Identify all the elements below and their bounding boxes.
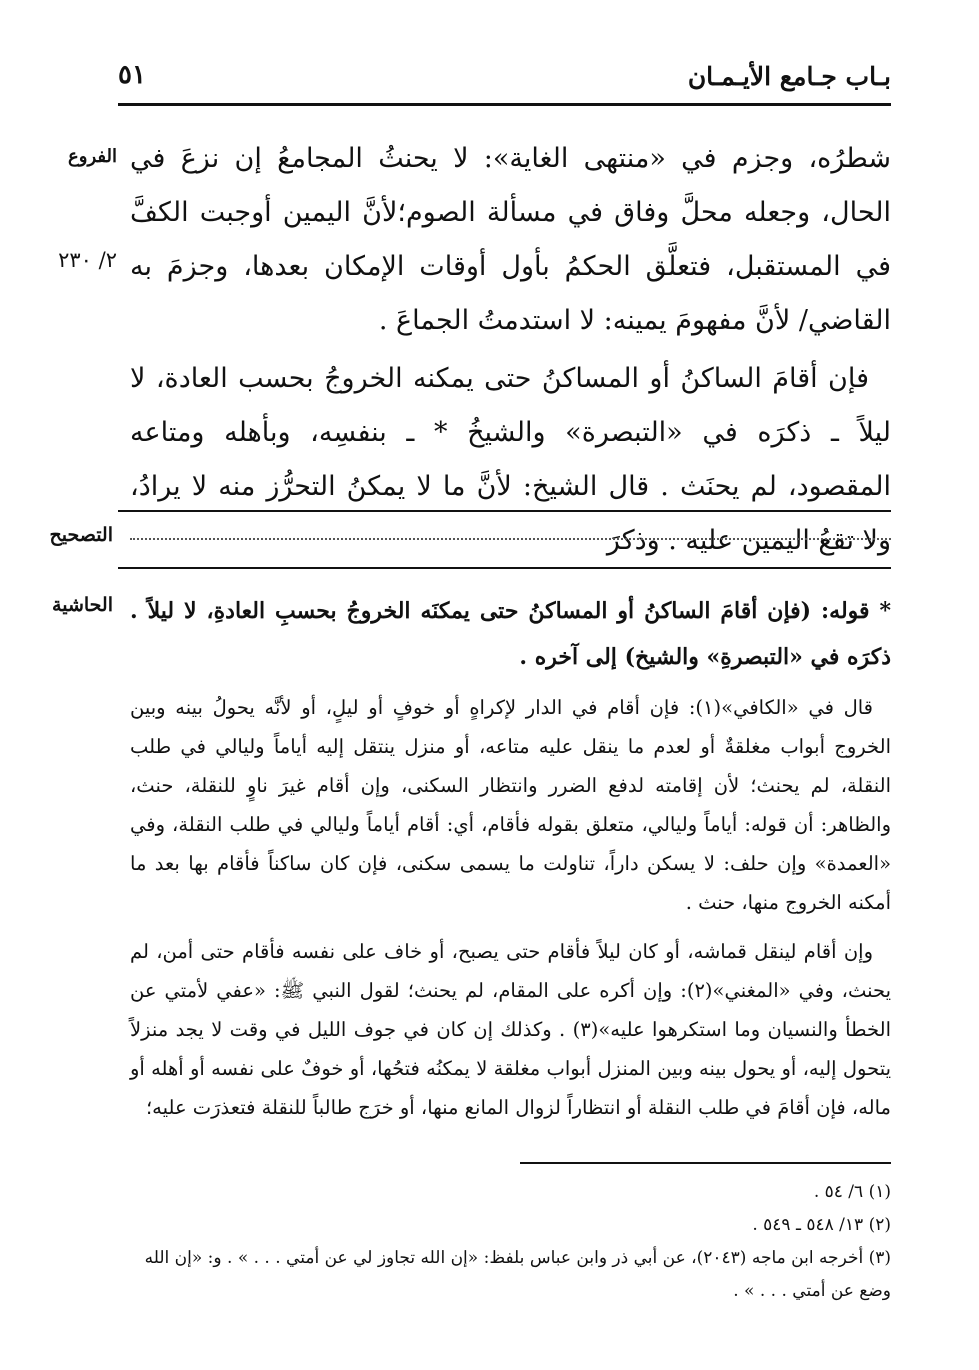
margin-label-furu: الفروع (68, 146, 117, 167)
commentary-paragraph: وإن أقام لينقل قماشه، أو كان ليلاً فأقام حتى يصبح، أو خاف على نفسه فأقام حتى أمن، لم يحنث، وفي «المغني»(٢): وإن أكره على المقام، لم يحنث؛ لقول النبي ﷺ: «عفي لأمتي عن الخطأ والنسيان وما استكرهوا عليه»(٣) . وكذلك إن كان في جوف الليل في وقت لا يجد منزلاً يتحول إليه، أو يحول بينه وبين المنزل أبواب مغلقة لا يمكنُه فتحُها، أو خوفٌ على نفسه أو أهله أو ماله، فإن أقامَ في طلب النقلة أو انتظاراً لزوال المانع منها، أو خرَج طالباً للنقلة فتعذرَت عليه؛ (130, 940, 892, 1119)
commentary-heading: * قوله: (فإن أقامَ الساكنُ أو المساكنُ حتى يمكنَه الخروجُ بحسبِ العادةِ، لا ليلاً . ذكرَه في «التبصرةِ» والشيخ) إلى آخره . (130, 598, 891, 670)
page-number: ٥١ (118, 60, 146, 90)
main-paragraph: فإن أقامَ الساكنُ أو المساكنُ حتى يمكنه الخروجُ بحسب العادة، لا ليلاً ـ ذكرَه في «التبصرة» والشيخُ * ـ بنفسِه، وبأهله ومتاعه المقصود، لم يحنَث . قال الشيخ: لأنَّ ما لا يمكنُ التحرُّز منه لا يرادُ، ولا تقعُ اليمين عليه . وذكرَ (130, 363, 891, 556)
margin-label-hashiya: الحاشية (52, 594, 113, 616)
main-text (130, 132, 891, 568)
header-divider (118, 103, 891, 106)
commentary-text (130, 688, 891, 1127)
tashih-dotted-line (130, 538, 891, 540)
footnote: (٢) ١٣/ ٥٤٨ ـ ٥٤٩ . (752, 1215, 891, 1235)
commentary-paragraph: قال في «الكافي»(١): فإن أقام في الدار لإكراهٍ أو خوفٍ أو ليلٍ، أو لأنَّه يحولُ بينه وبين الخروج أبواب مغلقةٌ أو لعدم ما ينقل عليه متاعه، أو منزل ينتقل إليه أياماً وليالي في طلب النقلة، لم يحنث؛ لأن إقامته لدفع الضرر وانتظار السكنى، وإن أقام غيرَ ناوٍ للنقلة، حنث، والظاهر: أن قوله: أياماً وليالي، متعلق بقوله فأقام، أي: أقام أياماً وليالي في طلب النقلة، وفي «العمدة» وإن حلف: لا يسكن داراً، تناولت ما يسمى سكنى، فإن كان ساكناً فأقام بها بعد ما أمكنه الخروج منها، حنث . (130, 696, 891, 914)
hashiya-divider (118, 567, 891, 569)
footnote: (١) ٦/ ٥٤ . (813, 1182, 891, 1202)
footnote: (٣) أخرجه ابن ماجه (٢٠٤٣)، عن أبي ذر وابن عباس بلفظ: «إن الله تجاوز لي عن أمتي . . . » . و: «إن الله وضع عن أمتي . . . » . (144, 1248, 891, 1301)
main-paragraph: شطرُه، وجزم في «منتهى الغاية»: لا يحنثُ المجامعُ إن نزعَ في الحال، وجعله محلَّ وفاق في مسألة الصوم؛لأنَّ اليمين أوجبت الكفَّ في المستقبل، فتعلَّق الحكمُ بأول أوقات الإمكان بعدها، وجزمَ به القاضي/ لأنَّ مفهومَ يمينه: لا استدمتُ الجماعَ . (130, 143, 891, 336)
margin-reference: ٢/ ٢٣٠ (58, 248, 117, 272)
header-title: بـاب جـامع الأيـمـان (687, 62, 891, 91)
margin-label-tashih: التصحيح (49, 524, 113, 546)
main-divider (118, 510, 891, 512)
footnotes (130, 1176, 891, 1308)
footnote-divider (520, 1162, 891, 1164)
